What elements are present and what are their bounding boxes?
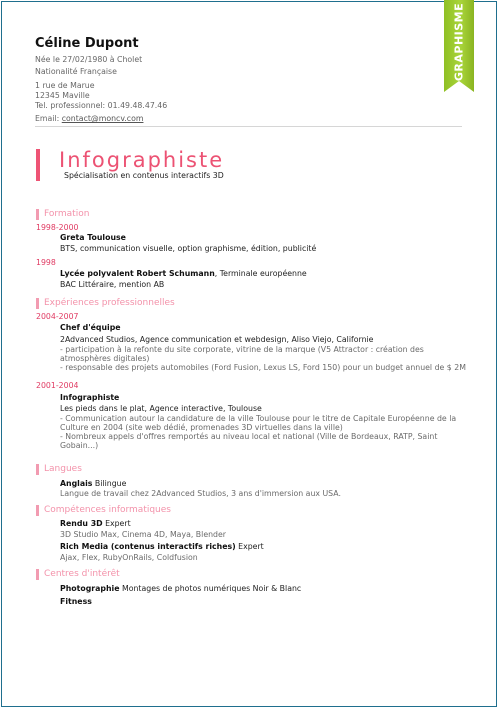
section-formation bbox=[36, 208, 89, 220]
section-heading: Langues bbox=[44, 464, 82, 474]
section-bar bbox=[36, 569, 39, 580]
email-info bbox=[35, 113, 143, 125]
section-heading: Formation bbox=[44, 209, 90, 219]
experience-line: - Nombreux appels d'offres remportés au niveau local et national (Ville de Bordeaux, RATP, Saint bbox=[60, 432, 438, 441]
language-detail: Langue de travail chez 2Advanced Studios, 3 ans d'immersion aux USA. bbox=[60, 489, 341, 498]
experience-line: atmosphères digitales) bbox=[60, 354, 150, 363]
experience-role-1: Chef d'équipe bbox=[60, 323, 121, 332]
formation-detail-2: BAC Littéraire, mention AB bbox=[60, 280, 165, 289]
section-bar bbox=[36, 505, 39, 516]
experience-line: Culture en 2004 (site web dédié, promenades 3D virtuelles dans la ville) bbox=[60, 423, 343, 432]
section-heading: Centres d'intérêt bbox=[44, 569, 120, 579]
language-item: Anglais Bilingue bbox=[60, 479, 127, 488]
email-label: Email: bbox=[35, 114, 60, 123]
experience-role-2: Infographiste bbox=[60, 393, 120, 402]
skill-item: Rendu 3D Expert bbox=[60, 519, 131, 528]
title-accent-bar bbox=[36, 149, 40, 181]
phone-info: Tel. professionnel: 01.49.48.47.46 bbox=[35, 101, 168, 110]
section-bar bbox=[36, 464, 39, 475]
experience-company-1: 2Advanced Studios, Agence communication et webdesign, Aliso Viejo, Californie bbox=[60, 335, 374, 344]
section-languages bbox=[36, 463, 82, 475]
formation-date-2: 1998 bbox=[36, 258, 56, 267]
section-bar bbox=[36, 209, 39, 220]
job-subtitle: Spécialisation en contenus interactifs 3D bbox=[64, 171, 224, 180]
section-bar bbox=[36, 298, 39, 309]
skill-tools: Ajax, Flex, RubyOnRails, Coldfusion bbox=[60, 553, 198, 562]
experience-date-2: 2001-2004 bbox=[36, 381, 79, 390]
skill-item: Rich Media (contenus interactifs riches) Expert bbox=[60, 542, 264, 551]
formation-detail-1: BTS, communication visuelle, option graphisme, édition, publicité bbox=[60, 244, 317, 253]
skill-tools: 3D Studio Max, Cinema 4D, Maya, Blender bbox=[60, 530, 227, 539]
experience-line: - responsable des projets automobiles (Ford Fusion, Lexus LS, Ford 150) pour un budget annuel de $ 2M bbox=[60, 363, 466, 372]
section-skills bbox=[36, 504, 171, 516]
section-heading: Expériences professionnelles bbox=[44, 298, 175, 308]
experience-line: - participation à la refonte du site corporate, vitrine de la marque (V5 Attractor : création des bbox=[60, 345, 424, 354]
address-line-1: 1 rue de Marue bbox=[35, 81, 95, 90]
birth-info: Née le 27/02/1980 à Cholet bbox=[35, 55, 143, 64]
formation-school-1: Greta Toulouse bbox=[60, 233, 126, 242]
nationality-info: Nationalité Française bbox=[35, 67, 117, 76]
ribbon-label: GRAPHISME bbox=[452, 2, 466, 82]
job-title: Infographiste bbox=[59, 148, 225, 172]
formation-school-2: Lycée polyvalent Robert Schumann, Terminale européenne bbox=[60, 269, 307, 278]
experience-company-2: Les pieds dans le plat, Agence interactive, Toulouse bbox=[60, 404, 262, 413]
interest-item: Photographie Montages de photos numériques Noir & Blanc bbox=[60, 584, 302, 593]
interest-item: Fitness bbox=[60, 597, 92, 606]
experience-date-1: 2004-2007 bbox=[36, 312, 79, 321]
header-divider bbox=[35, 126, 462, 127]
candidate-name: Céline Dupont bbox=[35, 36, 139, 51]
formation-date-1: 1998-2000 bbox=[36, 223, 79, 232]
section-heading: Compétences informatiques bbox=[44, 505, 171, 515]
address-line-2: 12345 Maville bbox=[35, 91, 90, 100]
experience-line: - Communication autour la candidature de la ville Toulouse pour le titre de Capitale Européenne de la bbox=[60, 414, 457, 423]
section-experience bbox=[36, 297, 175, 309]
email-link[interactable]: contact@moncv.com bbox=[61, 114, 144, 123]
experience-line: Gobain...) bbox=[60, 441, 99, 450]
section-interests bbox=[36, 568, 120, 580]
